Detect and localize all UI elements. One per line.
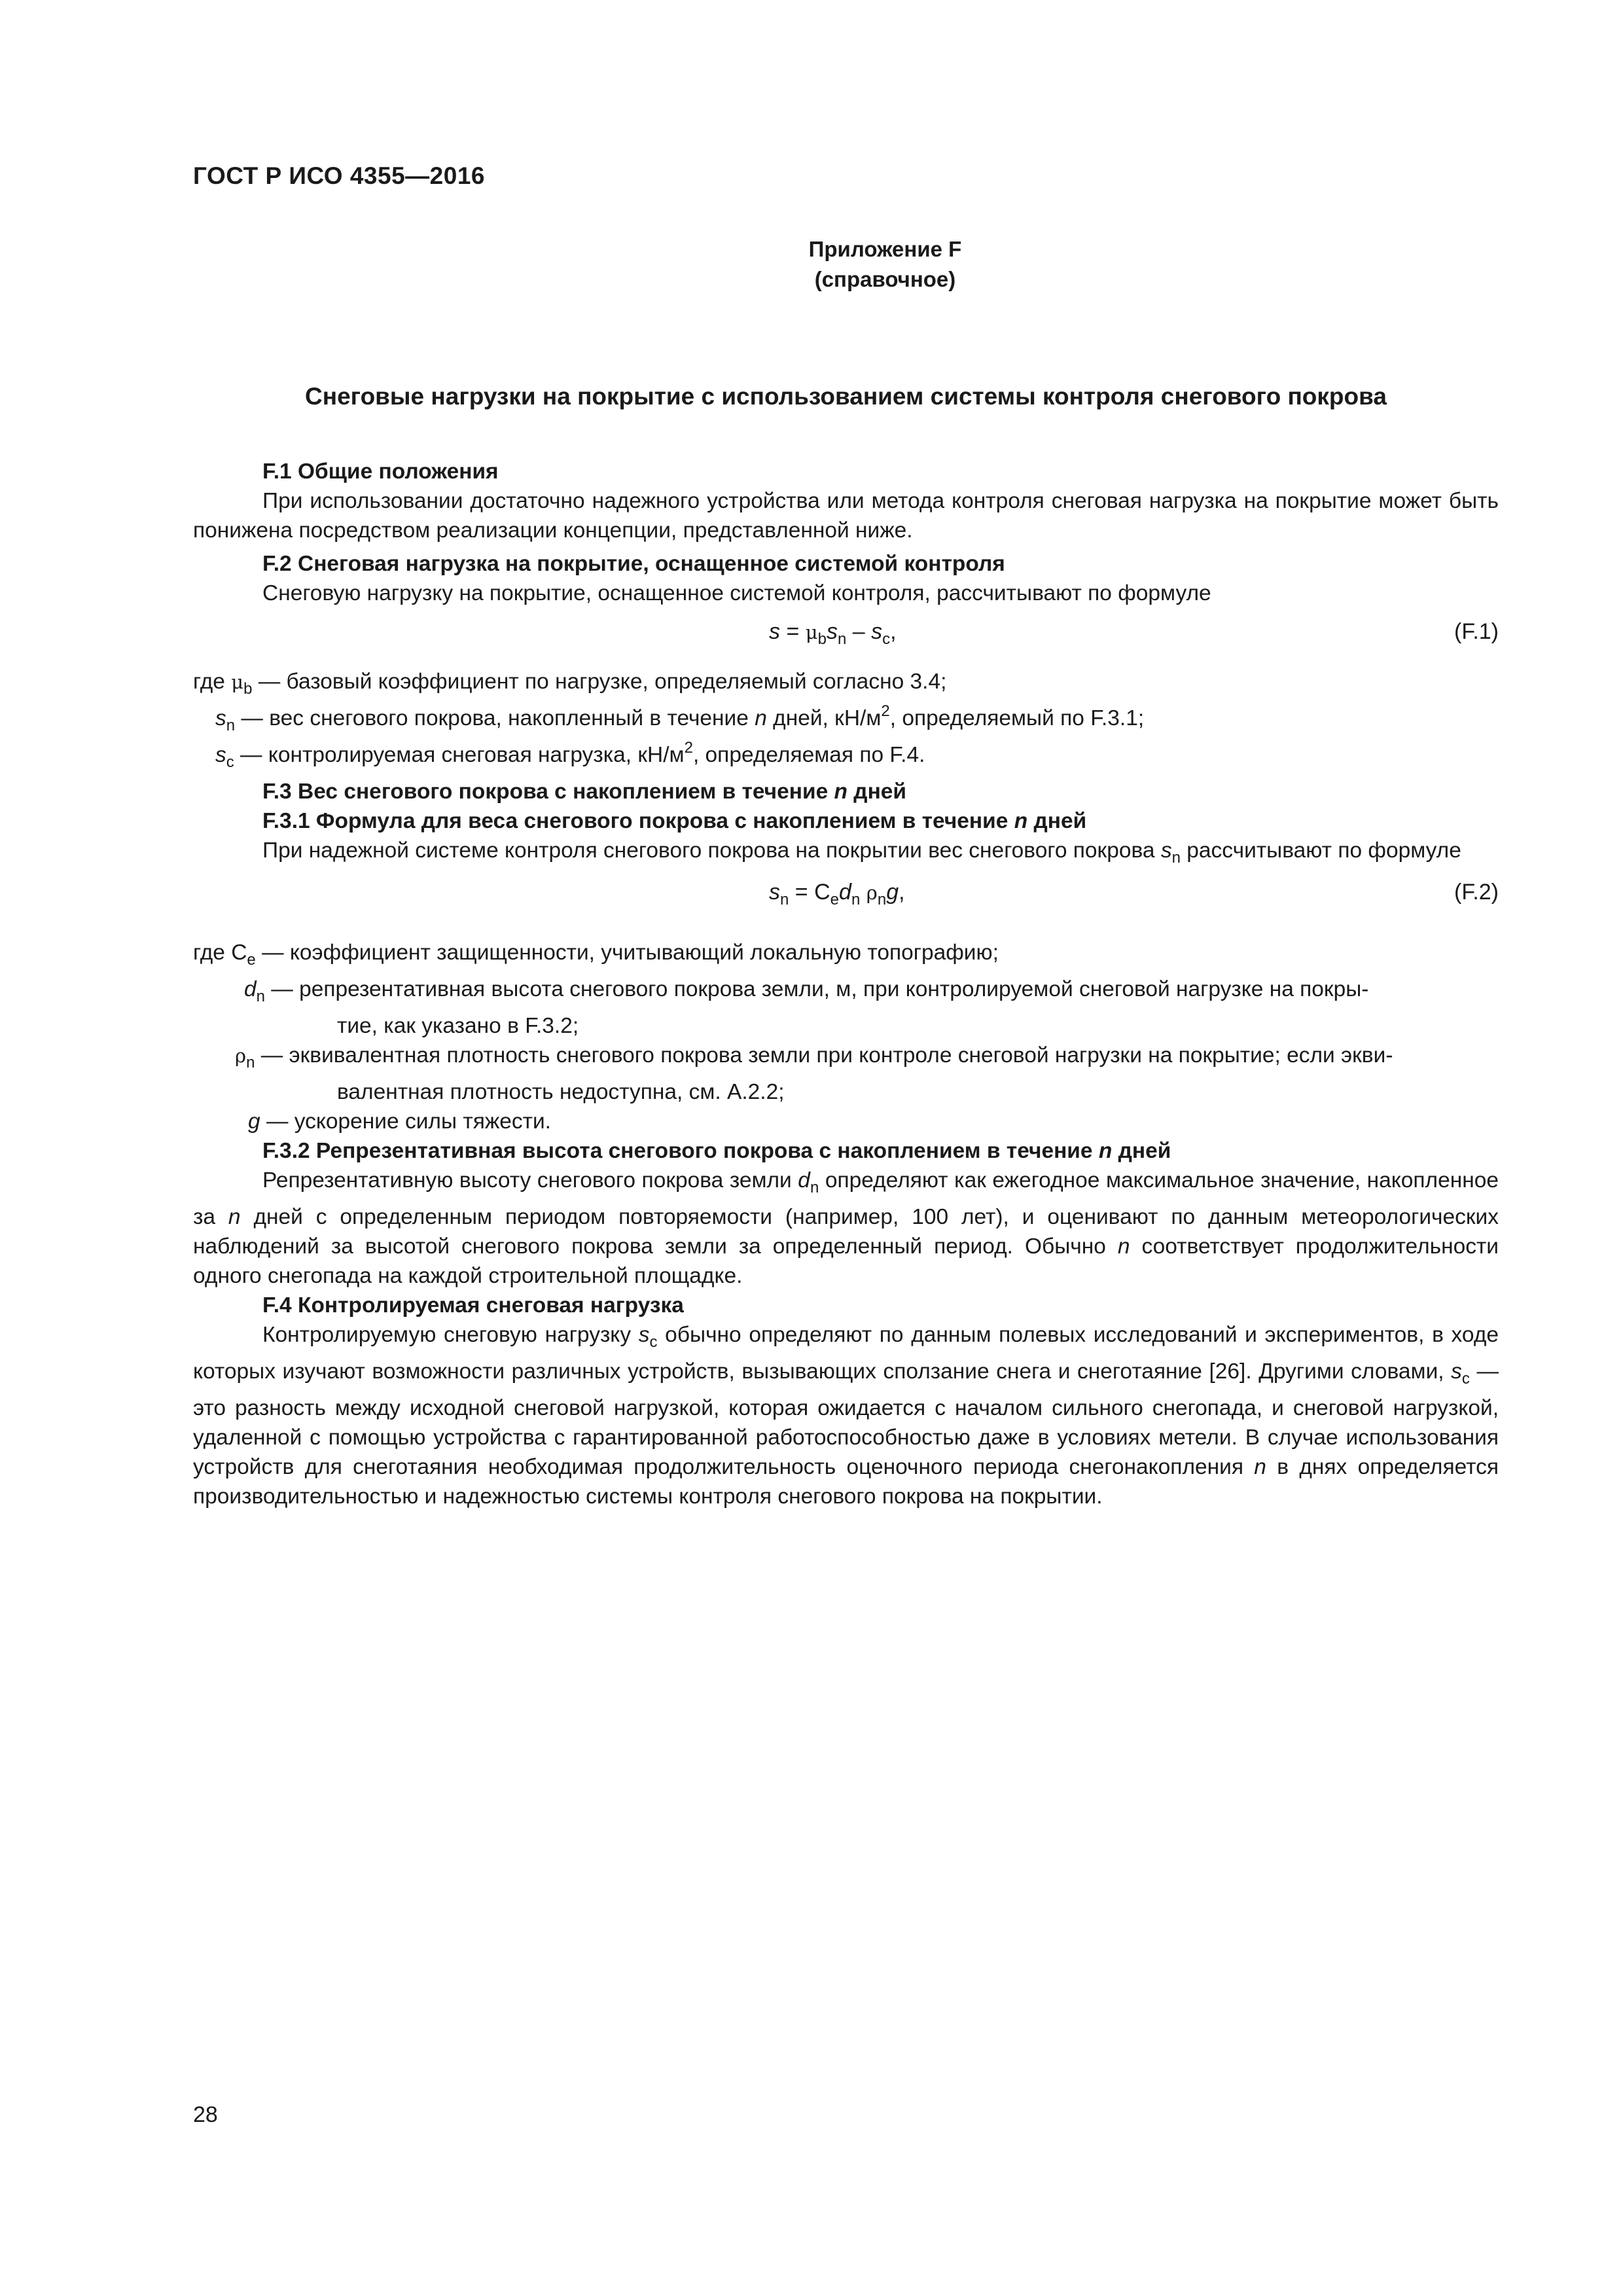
page-number: 28	[193, 2102, 218, 2127]
where-s-n: $s_n$ — вес снегового покрова, накопленный в течение n дней, $кН/м^2$, определяемый по F.3.1;	[215, 702, 1145, 734]
formula-f2-number: (F.2)	[1454, 880, 1499, 905]
document-body	[193, 457, 1499, 1511]
section-f1-text: При использовании достаточно надежного устройства или метода контроля снеговая нагрузка на покрытие может быть понижена посредством реализации концепции, представленной ниже.	[193, 489, 1499, 543]
section-f31-heading: F.3.1 Формула для веса снегового покрова с накоплением в течение n дней	[262, 809, 1087, 833]
document-page	[193, 0, 1499, 2296]
section-f3-heading: F.3 Вес снегового покрова с накоплением в течение n дней	[262, 780, 907, 804]
appendix-heading	[193, 234, 1499, 295]
where-s-c: $s_c$ — контролируемая снеговая нагрузка, $кН/м^2$, определяемая по F.4.	[215, 739, 925, 771]
section-f32-heading: F.3.2 Репрезентативная высота снегового покрова с накоплением в течение n дней	[262, 1139, 1171, 1163]
appendix-title: Приложение F	[808, 237, 962, 261]
section-f4-text: Контролируемую снеговую нагрузку $s_c$ обычно определяют по данным полевых исследований и экспериментов, в ходе которых изучают возможности различных устройств, вызывающих сползание снега и снеготаяние [26]. Другими словами, $s_c$ — это разность между исходной снеговой нагрузкой, которая ожидается с началом сильного снегопада, и снеговой нагрузкой, удаленной с помощью устройства с гарантированной работоспособностью даже в условиях метели. В случае использования устройств для снеготаяния необходимая продолжительность оценочного периода снегонакопления n в днях определяется производительностью и надежностью системы контроля снегового покрова на покрытии.	[193, 1323, 1499, 1509]
section-f4-heading: F.4 Контролируемая снеговая нагрузка	[262, 1293, 684, 1318]
appendix-status: (справочное)	[814, 267, 956, 291]
formula-f2-expression: $s_n = C_ed_n$ $\rho_ng$,	[769, 880, 905, 908]
section-f1-heading: F.1 Общие положения	[262, 459, 499, 484]
where-rho-n-cont: валентная плотность недоступна, см. А.2.2;	[337, 1080, 785, 1104]
where-mu-b: где $\mu_b$ — базовый коэффициент по нагрузке, определяемый согласно 3.4;	[193, 670, 947, 698]
standard-code: ГОСТ Р ИСО 4355—2016	[193, 162, 485, 189]
where-c-e: где $C_e$ — коэффициент защищенности, учитывающий локальную топографию;	[193, 941, 999, 969]
section-f32-text: Репрезентативную высоту снегового покрова земли $d_n$ определяют как ежегодное максимальное значение, накопленное за n дней с определенным периодом повторяемости (например, 100 лет), и оценивают по данным метеорологических наблюдений за высотой снегового покрова земли за определенный период. Обычно n соответствует продолжительности одного снегопада на каждой строительной площадке.	[193, 1168, 1499, 1288]
document-title: Снеговые нагрузки на покрытие с использованием системы контроля снегового покрова	[305, 383, 1387, 410]
section-f31-text: При надежной системе контроля снегового покрова на покрытии вес снегового покрова $s_n$ рассчитывают по формуле	[262, 838, 1461, 867]
formula-f1-expression: $s = \mu_bs_n - s_c$,	[769, 619, 897, 648]
where-d-n-cont: тие, как указано в F.3.2;	[337, 1014, 579, 1038]
section-f2-intro: Снеговую нагрузку на покрытие, оснащенное системой контроля, рассчитывают по формуле	[262, 581, 1211, 605]
where-g: g — ускорение силы тяжести.	[248, 1109, 551, 1134]
section-f2-heading: F.2 Снеговая нагрузка на покрытие, оснащенное системой контроля	[262, 552, 1005, 576]
formula-f1-number: (F.1)	[1454, 619, 1499, 644]
formula-f2	[193, 872, 1499, 938]
formula-f1	[193, 608, 1499, 667]
where-rho-n: $\rho_n$ — эквивалентная плотность снегового покрова земли при контроле снеговой нагрузки на покрытие; если экви-	[235, 1043, 1393, 1071]
where-d-n: $d_n$ — репрезентативная высота снегового покрова земли, м, при контролируемой снеговой нагрузке на покры-	[244, 977, 1369, 1005]
